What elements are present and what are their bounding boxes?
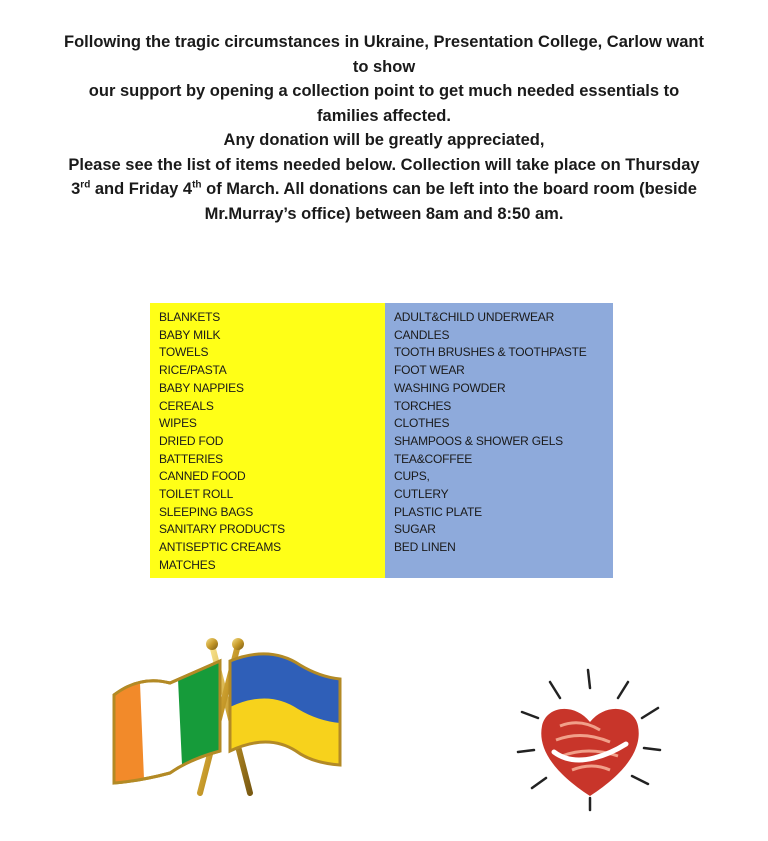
- left-list-item: CEREALS: [159, 398, 214, 413]
- items-left-column: [150, 303, 385, 578]
- left-list-item: TOWELS: [159, 345, 209, 360]
- left-list-item: ANTISEPTIC CREAMS: [159, 540, 281, 555]
- right-list-item: SHAMPOOS & SHOWER GELS: [394, 433, 563, 448]
- items-right-column: [385, 303, 613, 578]
- intro-line-4: [60, 153, 708, 227]
- left-list-item: BABY MILK: [159, 327, 221, 342]
- right-list-item: TOOTH BRUSHES & TOOTHPASTE: [394, 345, 587, 360]
- ireland-ukraine-flags-icon: [100, 633, 350, 803]
- intro-line-4-a: Please see the list of items needed below. Collection will take place on Thursday 3: [68, 155, 700, 198]
- ordinal-th: th: [192, 179, 202, 191]
- right-list-item: TEA&COFFEE: [394, 451, 473, 466]
- right-list-item: SUGAR: [394, 522, 436, 537]
- intro-line-3: Any donation will be greatly appreciated,: [223, 131, 545, 149]
- left-list-item: RICE/PASTA: [159, 363, 227, 378]
- left-list-item: DRIED FOD: [159, 433, 224, 448]
- intro-line-1: Following the tragic circumstances in Ukraine, Presentation College, Carlow want to show: [64, 33, 704, 76]
- left-list-item: TOILET ROLL: [159, 487, 234, 502]
- intro-text: [60, 30, 708, 226]
- intro-line-4-c: of March. All donations can be left into the board room (beside Mr.Murray’s office) between 8am and 8:50 am.: [201, 180, 697, 223]
- right-list-item: PLASTIC PLATE: [394, 504, 482, 519]
- left-list-item: CANNED FOOD: [159, 469, 246, 484]
- left-list-item: WIPES: [159, 416, 197, 431]
- left-list-item: SANITARY PRODUCTS: [159, 522, 285, 537]
- right-list-item: BED LINEN: [394, 540, 456, 555]
- right-list-item: ADULT&CHILD UNDERWEAR: [394, 310, 555, 324]
- right-list-item: CUPS,: [394, 469, 430, 484]
- items-needed-table: [150, 303, 613, 578]
- left-list-item: BLANKETS: [159, 310, 221, 324]
- ordinal-rd: rd: [80, 179, 91, 191]
- intro-line-4-b: and Friday 4: [90, 180, 193, 198]
- right-list-item: CANDLES: [394, 327, 450, 342]
- left-list-item: MATCHES: [159, 557, 216, 572]
- intro-line-2: our support by opening a collection point to get much needed essentials to families affected.: [88, 82, 680, 125]
- right-list-item: CLOTHES: [394, 416, 450, 431]
- right-list-item: WASHING POWDER: [394, 380, 506, 395]
- left-list-item: BATTERIES: [159, 451, 223, 466]
- right-list-item: TORCHES: [394, 398, 452, 413]
- left-list-item: BABY NAPPIES: [159, 380, 244, 395]
- right-list-item: CUTLERY: [394, 487, 449, 502]
- left-list-item: SLEEPING BAGS: [159, 504, 254, 519]
- right-list-item: FOOT WEAR: [394, 363, 465, 378]
- hugging-heart-icon: [510, 660, 670, 820]
